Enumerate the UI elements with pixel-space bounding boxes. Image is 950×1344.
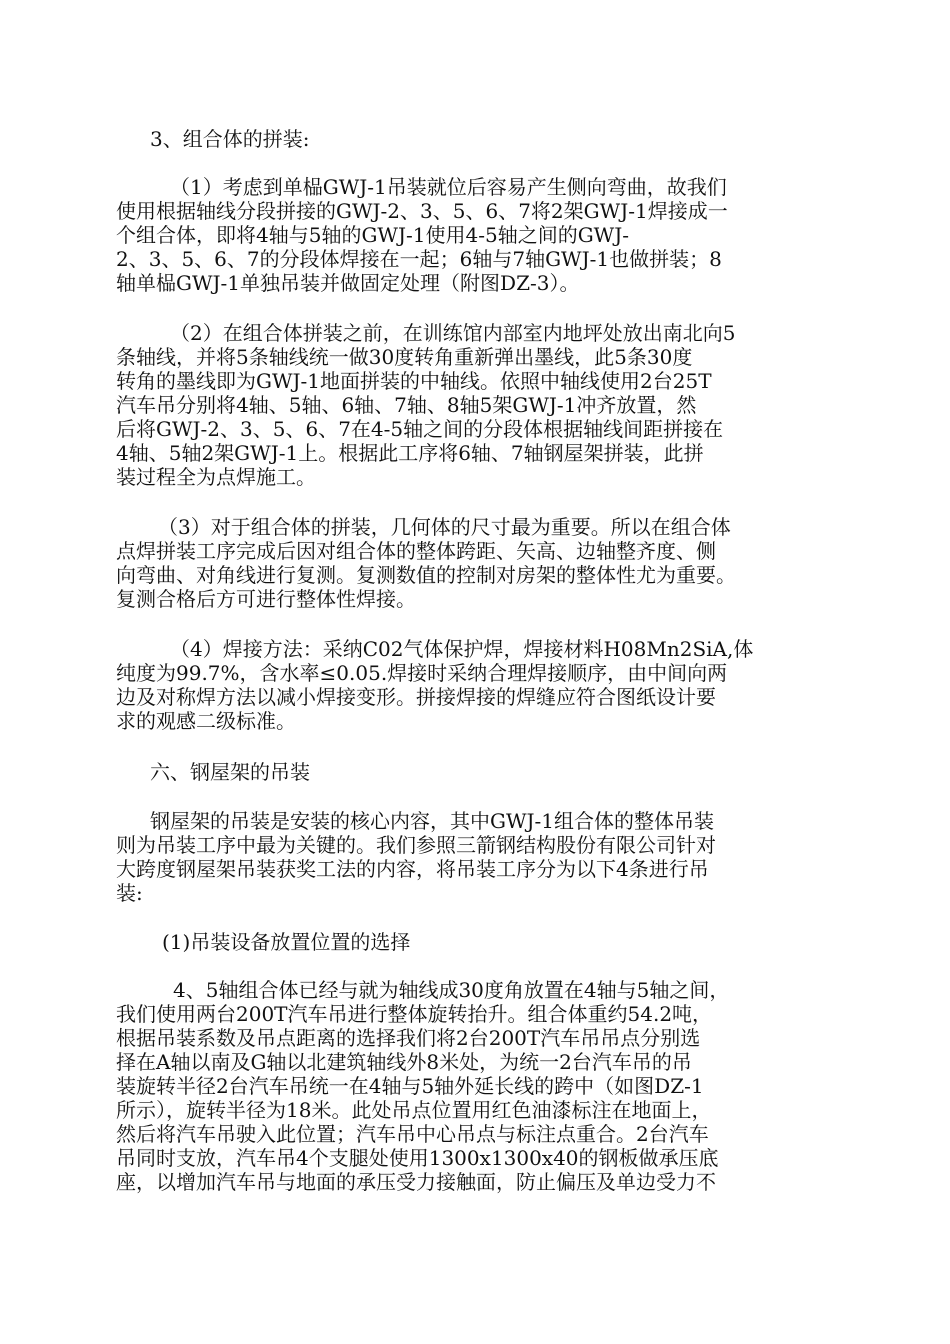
paragraph-line: 根据吊装系数及吊点距离的选择我们将2台200T汽车吊吊点分别选 bbox=[116, 1026, 701, 1050]
subheading-equipment-placement: (1)吊装设备放置位置的选择 bbox=[162, 930, 411, 954]
paragraph-line: （3）对于组合体的拼装，几何体的尺寸最为重要。所以在组合体 bbox=[158, 515, 731, 539]
paragraph-line: 钢屋架的吊装是安装的核心内容，其中GWJ-1组合体的整体吊装 bbox=[150, 809, 715, 833]
section-heading-steel-roof-lifting: 六、钢屋架的吊装 bbox=[150, 760, 310, 784]
paragraph-line: 复测合格后方可进行整体性焊接。 bbox=[116, 587, 416, 611]
paragraph-line: 边及对称焊方法以减小焊接变形。拼接焊接的焊缝应符合图纸设计要 bbox=[116, 685, 716, 709]
paragraph-line: 4、5轴组合体已经与就为轴线成30度角放置在4轴与5轴之间， bbox=[173, 978, 730, 1002]
paragraph-line: 向弯曲、对角线进行复测。复测数值的控制对房架的整体性尤为重要。 bbox=[116, 563, 736, 587]
paragraph-line: 吊同时支放，汽车吊4个支腿处使用1300x1300x40的钢板做承压底 bbox=[116, 1146, 719, 1170]
paragraph-line: 座，以增加汽车吊与地面的承压受力接触面，防止偏压及单边受力不 bbox=[116, 1170, 716, 1194]
paragraph-line: 纯度为99.7%，含水率≤0.05.焊接时采纳合理焊接顺序，由中间向两 bbox=[116, 661, 728, 685]
paragraph-line: 转角的墨线即为GWJ-1地面拼装的中轴线。依照中轴线使用2台25T bbox=[116, 369, 712, 393]
paragraph-line: （2）在组合体拼装之前，在训练馆内部室内地坪处放出南北向5 bbox=[170, 321, 736, 345]
paragraph-line: 装过程全为点焊施工。 bbox=[116, 465, 316, 489]
paragraph-line: 汽车吊分别将4轴、5轴、6轴、7轴、8轴5架GWJ-1冲齐放置，然 bbox=[116, 393, 697, 417]
paragraph-line: 后将GWJ-2、3、5、6、7在4-5轴之间的分段体根据轴线间距拼接在 bbox=[116, 417, 724, 441]
paragraph-line: （4）焊接方法：采纳C02气体保护焊，焊接材料H08Mn2SiA,体 bbox=[170, 637, 754, 661]
paragraph-line: 则为吊装工序中最为关键的。我们参照三箭钢结构股份有限公司针对 bbox=[116, 833, 716, 857]
paragraph-line: 我们使用两台200T汽车吊进行整体旋转抬升。组合体重约54.2吨， bbox=[116, 1002, 713, 1026]
paragraph-line: 装旋转半径2台汽车吊统一在4轴与5轴外延长线的跨中（如图DZ-1 bbox=[116, 1074, 704, 1098]
paragraph-line: 大跨度钢屋架吊装获奖工法的内容，将吊装工序分为以下4条进行吊 bbox=[116, 857, 709, 881]
paragraph-line: 4轴、5轴2架GWJ-1上。根据此工序将6轴、7轴钢屋架拼装，此拼 bbox=[116, 441, 704, 465]
paragraph-line: 然后将汽车吊驶入此位置；汽车吊中心吊点与标注点重合。2台汽车 bbox=[116, 1122, 709, 1146]
paragraph-line: 条轴线，并将5条轴线统一做30度转角重新弹出墨线，此5条30度 bbox=[116, 345, 693, 369]
paragraph-line: 轴单榀GWJ-1单独吊装并做固定处理（附图DZ-3）。 bbox=[116, 271, 580, 295]
paragraph-line: （1）考虑到单榀GWJ-1吊装就位后容易产生侧向弯曲，故我们 bbox=[170, 175, 727, 199]
section-heading-assembly: 3、组合体的拼装: bbox=[150, 127, 310, 151]
paragraph-line: 求的观感二级标准。 bbox=[116, 709, 296, 733]
paragraph-line: 择在A轴以南及G轴以北建筑轴线外8米处，为统一2台汽车吊的吊 bbox=[116, 1050, 692, 1074]
paragraph-line: 使用根据轴线分段拼接的GWJ-2、3、5、6、7将2架GWJ-1焊接成一 bbox=[116, 199, 728, 223]
paragraph-line: 装: bbox=[116, 881, 143, 905]
paragraph-line: 点焊拼装工序完成后因对组合体的整体跨距、矢高、边轴整齐度、侧 bbox=[116, 539, 716, 563]
paragraph-line: 所示），旋转半径为18米。此处吊点位置用红色油漆标注在地面上， bbox=[116, 1098, 712, 1122]
paragraph-line: 个组合体，即将4轴与5轴的GWJ-1使用4-5轴之间的GWJ- bbox=[116, 223, 629, 247]
paragraph-line: 2、3、5、6、7的分段体焊接在一起；6轴与7轴GWJ-1也做拼装；8 bbox=[116, 247, 722, 271]
